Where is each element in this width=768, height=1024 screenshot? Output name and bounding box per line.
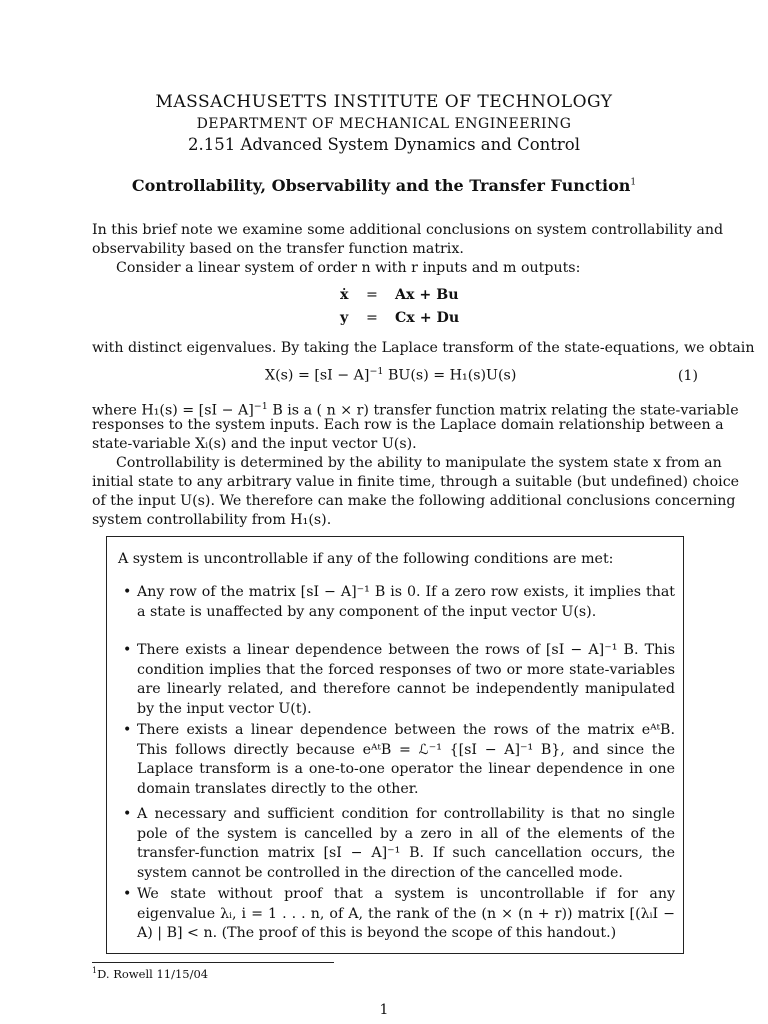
output-eq-equals: = [366, 310, 378, 326]
paragraph-1-line-2: observability based on the transfer function matrix. [92, 241, 464, 257]
page-number: 1 [379, 1002, 389, 1018]
paragraph-4-line-2: responses to the system inputs. Each row is the Laplace domain relationship between a [92, 417, 724, 433]
bullet-dot-icon: • [123, 806, 132, 822]
equation-1 [265, 366, 516, 384]
footnote-text: D. Rowell 11/15/04 [97, 966, 209, 981]
paragraph-5-line-1: Controllability is determined by the ability to manipulate the system state x from an [116, 455, 722, 471]
equation-1-exponent: −1 [369, 366, 384, 377]
paragraph-5-line-3: of the input U(s). We therefore can make the following additional conclusions concerning [92, 493, 736, 509]
course-heading: 2.151 Advanced System Dynamics and Control [187, 135, 580, 154]
condition-bullet-3 [123, 721, 675, 799]
bullet-dot-icon: • [123, 886, 132, 902]
conditions-intro: A system is uncontrollable if any of the following conditions are met: [118, 551, 614, 567]
condition-text-3: There exists a linear dependence between the rows of the matrix eᴬᵗB. This follows directly because eᴬᵗB = ℒ⁻¹ {[sI − A]⁻¹ B}, and since the Laplace transform is a one-to-one operator the linear dependence in one domain translates directly to the other. [137, 722, 675, 797]
paragraph-4-line-3: state-variable Xᵢ(s) and the input vector U(s). [92, 436, 417, 452]
controllability-conditions-box [106, 536, 684, 954]
state-eq-equals: = [366, 287, 378, 303]
bullet-dot-icon: • [123, 642, 132, 658]
paragraph-5-line-2: initial state to any arbitrary value in finite time, through a suitable (but undefined) choice [92, 474, 740, 490]
title-footnote-mark: 1 [630, 177, 637, 188]
output-eq-lhs: y [340, 310, 349, 326]
condition-bullet-5 [123, 885, 675, 944]
condition-text-1: Any row of the matrix [sI − A]⁻¹ B is 0. If a zero row exists, it implies that a state is unaffected by any component of the input vector U(s). [137, 584, 675, 620]
equation-1-right: BU(s) = H₁(s)U(s) [388, 367, 517, 384]
title-text: Controllability, Observability and the Transfer Function [131, 176, 631, 195]
footnote-rule [92, 962, 334, 963]
condition-text-5: We state without proof that a system is uncontrollable if for any eigenvalue λᵢ, i = 1 . . . n, of A, the rank of the (n × (n + r)) matrix [(λᵢI − A) | B] < n. (The proof of this is beyond the scope of this handout.) [137, 886, 675, 941]
condition-text-4: A necessary and sufficient condition for controllability is that no single pole of the system is cancelled by a zero in all of the elements of the transfer-function matrix [sI − A]⁻¹ B. If such cancellation occurs, the system cannot be controlled in the direction of the cancelled mode. [137, 806, 675, 881]
equation-1-number: (1) [677, 368, 698, 384]
document-title [0, 176, 768, 195]
condition-text-2: There exists a linear dependence between the rows of [sI − A]⁻¹ B. This condition implies that the forced responses of two or more state-variables are linearly related, and therefore cannot be independently manipulated by the input vector U(t). [137, 642, 675, 717]
condition-bullet-1 [123, 583, 675, 622]
department-heading: DEPARTMENT OF MECHANICAL ENGINEERING [196, 116, 572, 132]
bullet-dot-icon: • [123, 584, 132, 600]
paragraph-3: with distinct eigenvalues. By taking the Laplace transform of the state-equations, we obtain [92, 340, 755, 356]
paragraph-2: Consider a linear system of order n with r inputs and m outputs: [116, 260, 581, 276]
output-eq-rhs: Cx + Du [395, 310, 460, 326]
state-eq-lhs: ẋ [340, 287, 349, 303]
condition-bullet-2 [123, 641, 675, 719]
footnote [92, 966, 208, 981]
footnote-mark: 1 [92, 966, 98, 975]
bullet-dot-icon: • [123, 722, 132, 738]
equation-1-left: X(s) = [sI − A] [265, 367, 370, 384]
paragraph-4-line-1-a: where H₁(s) = [sI − A] [92, 402, 254, 419]
paragraph-4-exponent: −1 [253, 401, 268, 412]
paragraph-5-line-4: system controllability from H₁(s). [92, 512, 332, 528]
paragraph-1-line-1: In this brief note we examine some additional conclusions on system controllability and [92, 222, 724, 238]
condition-bullet-4 [123, 805, 675, 883]
paragraph-4-line-1-b: B is a ( n × r) transfer function matrix relating the state-variable [272, 402, 739, 419]
state-eq-rhs: Ax + Bu [395, 287, 459, 303]
institution-heading: MASSACHUSETTS INSTITUTE OF TECHNOLOGY [155, 92, 613, 112]
